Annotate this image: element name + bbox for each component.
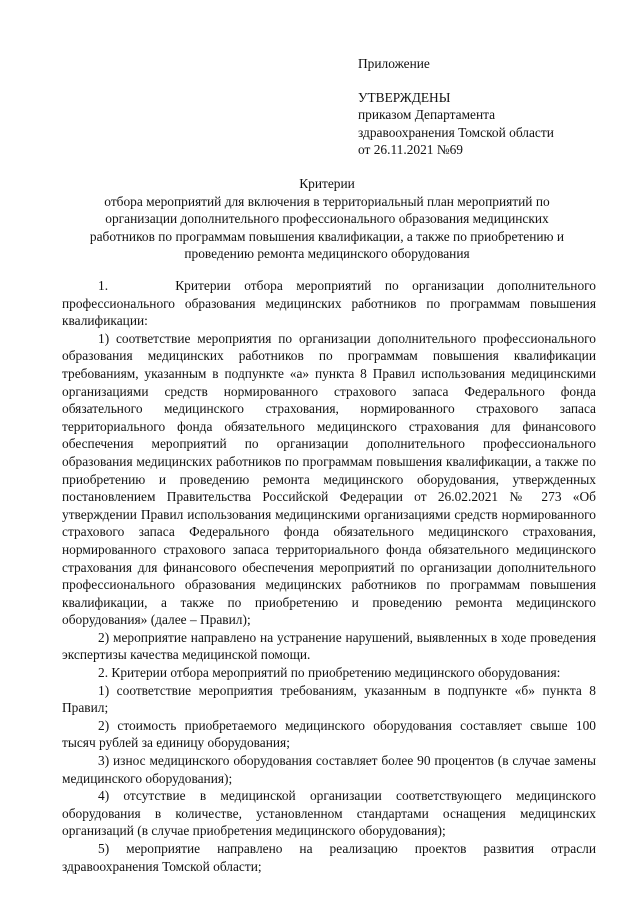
document-body [62, 277, 596, 875]
paragraph-item-1-2: 2) мероприятие направлено на устранение нарушений, выявленных в ходе проведения экспертизы качества медицинской помощи. [62, 629, 596, 663]
title-line: проведению ремонта медицинского оборудования [184, 246, 470, 262]
title-heading: Критерии [299, 176, 355, 191]
paragraph-section-1: 1. Критерии отбора мероприятий по организации дополнительного профессионального образования медицинских работников по программам повышения квалификации: [62, 278, 596, 329]
paragraph-item-2-4: 4) отсутствие в медицинской организации соответствующего медицинского оборудования в количестве, установленном стандартами оснащения медицинских организаций (в случае приобретения медицинского оборудования); [62, 788, 596, 839]
document-title [62, 175, 592, 263]
approval-line: здравоохранения Томской области [358, 124, 554, 140]
appendix-label: Приложение [358, 56, 430, 71]
paragraph-item-2-3: 3) износ медицинского оборудования составляет более 90 процентов (в случае замены медицинского оборудования); [62, 753, 596, 786]
title-line: организации дополнительного профессионального образования медицинских [105, 211, 549, 227]
approval-line: от 26.11.2021 №69 [358, 142, 463, 158]
title-line: работников по программам повышения квалификации, а также по приобретению и [89, 228, 565, 244]
title-line: отбора мероприятий для включения в территориальный план мероприятий по [104, 193, 550, 209]
paragraph-item-2-2: 2) стоимость приобретаемого медицинского оборудования составляет свыше 100 тысяч рублей за единицу оборудования; [62, 717, 596, 751]
paragraph-item-1-1: 1) соответствие мероприятия по организации дополнительного профессионального образования медицинских работников по программам повышения квалификации требованиям, указанным в подпункте «а» пункта 8 Правил использования медицинскими организациями средств нормированного страхового запаса Федерального фонда обязательного медицинского страхования, нормированного страхового запаса территориального фонда обязательного медицинского страхования для финансового обеспечения мероприятий по организации дополнительного профессионального образования медицинских работников по программам повышения квалификации, а также по приобретению и проведению ремонта медицинского оборудования, утвержденных постановлением Правительства Российской Федерации от 26.02.2021 № 273 «Об утверждении Правил использования медицинскими организациями средств нормированного страхового запаса Федерального фонда обязательного медицинского страхования, нормированного страхового запаса территориального фонда обязательного медицинского страхования для финансового обеспечения мероприятий по организации дополнительного профессионального образования медицинских работников по программам повышения квалификации, а также по приобретению и проведению ремонта медицинского оборудования» (далее – Правил); [62, 330, 596, 628]
paragraph-section-2: 2. Критерии отбора мероприятий по приобретению медицинского оборудования: [98, 665, 561, 681]
paragraph-item-2-5: 5) мероприятие направлено на реализацию проектов развития отрасли здравоохранения Томской области; [62, 841, 596, 874]
paragraph-item-2-1: 1) соответствие мероприятия требованиям, указанным в подпункте «б» пункта 8 Правил; [62, 682, 596, 716]
approved-heading: УТВЕРЖДЕНЫ [358, 89, 451, 105]
approval-block [358, 55, 628, 159]
approval-line: приказом Департамента [358, 107, 496, 123]
